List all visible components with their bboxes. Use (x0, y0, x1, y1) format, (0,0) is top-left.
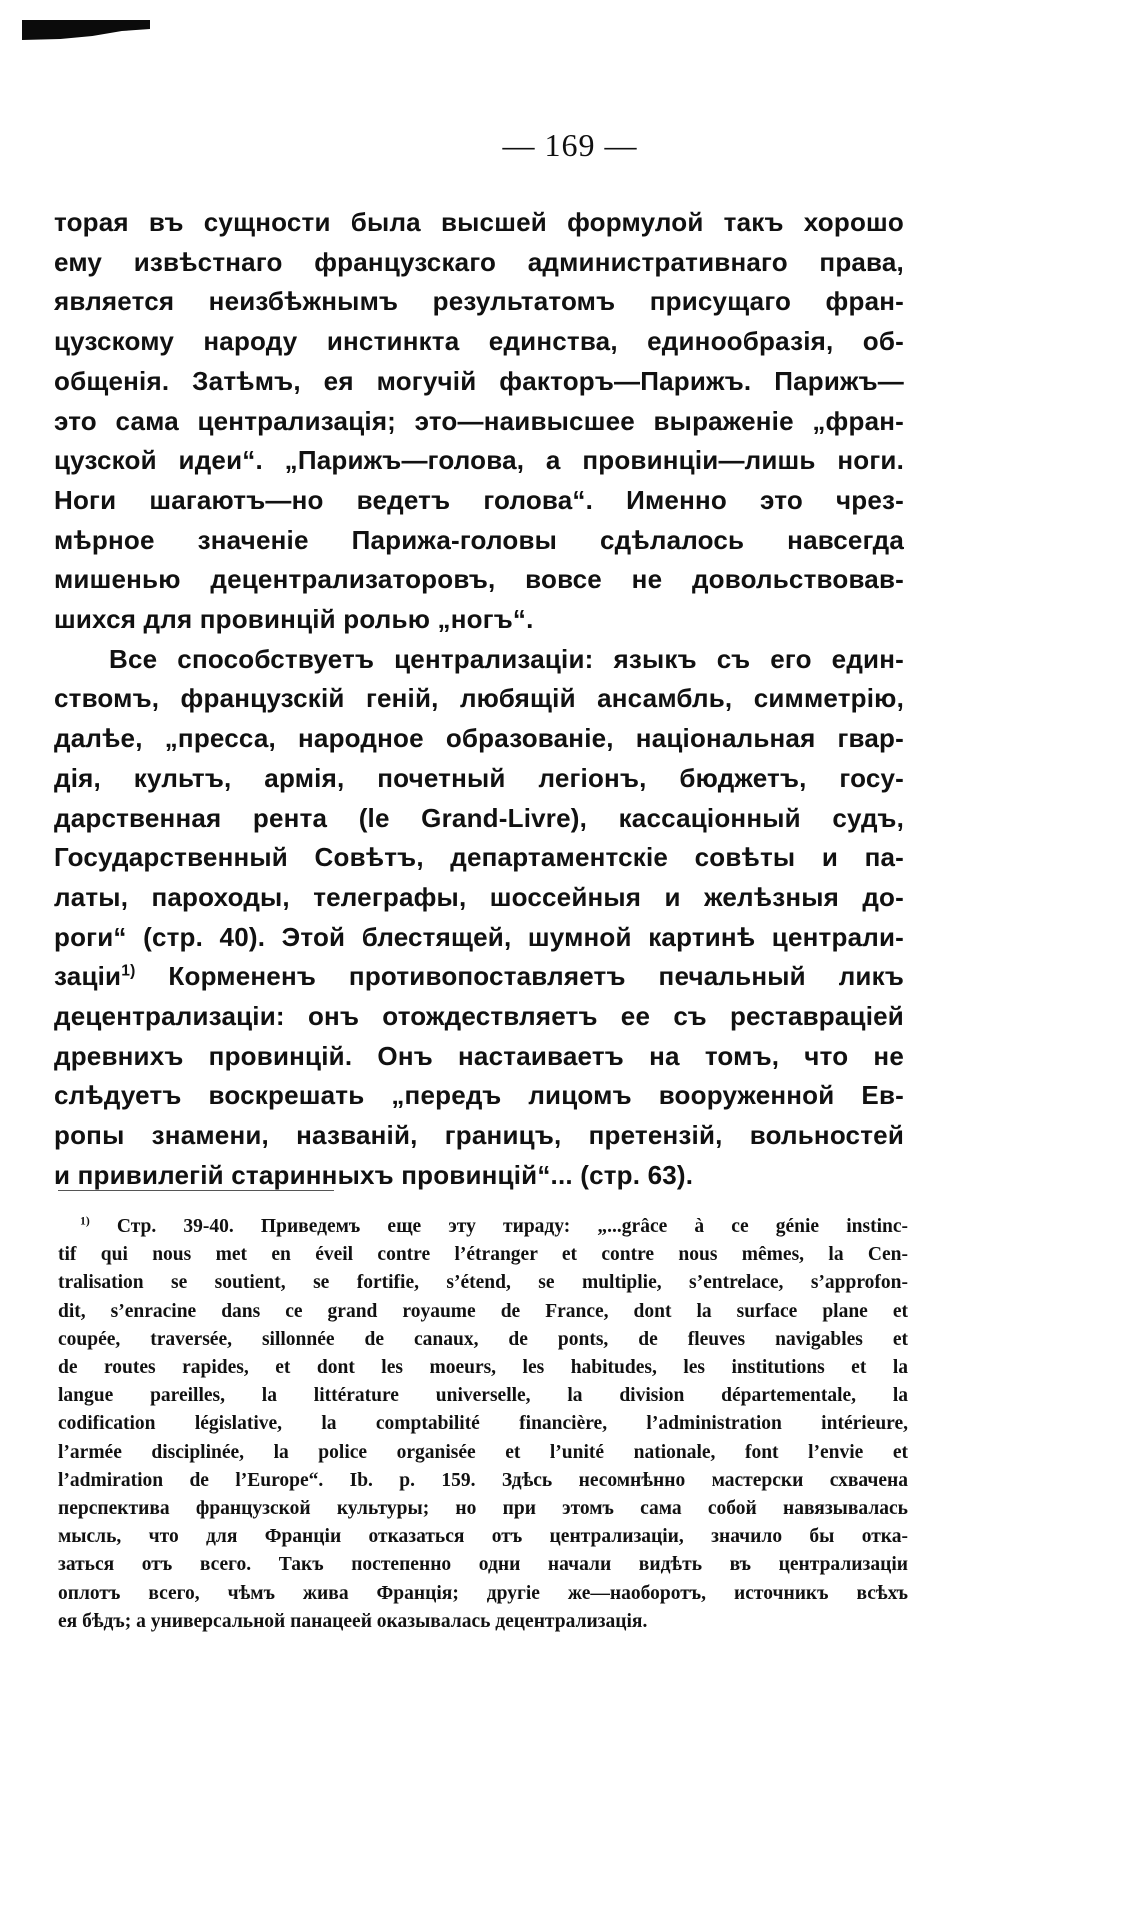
footnote-line: заться отъ всего. Такъ постепенно одни начали видѣть въ централизаціи (58, 1554, 908, 1576)
footnote-divider (58, 1190, 334, 1191)
text-line: ропы знамени, названій, границъ, претензій, вольностей (54, 1120, 904, 1151)
footnote-line: de routes rapides, et dont les moeurs, les habitudes, les institutions et la (58, 1357, 908, 1379)
text-fragment: Стр. 39-40. Приведемъ еще эту тираду: „...grâce à ce génie instinc- (89, 1216, 908, 1237)
text-line: дія, культъ, армія, почетный легіонъ, бюджетъ, госу- (54, 762, 904, 793)
text-line: цузской идеи“. „Парижъ—голова, а провинціи—лишь ноги. (54, 445, 904, 476)
text-line: латы, пароходы, телеграфы, шоссейныя и желѣзныя до- (54, 881, 904, 912)
text-line: дарственная рента (le Grand-Livre), кассаціонный судъ, (54, 802, 904, 833)
page-number: — 169 — (502, 127, 638, 163)
text-line: общенія. Затѣмъ, ея могучій факторъ—Парижъ. Парижъ— (54, 365, 904, 396)
footnote-line: оплотъ всего, чѣмъ жива Франція; другіе же—наоборотъ, источникъ всѣхъ (58, 1582, 908, 1604)
text-line: шихся для провинцій ролью „ногъ“. (54, 604, 534, 635)
text-line: мишенью децентрализаторовъ, вовсе не довольствовав- (54, 564, 904, 595)
footnote-marker: 1) (80, 1214, 90, 1228)
text-line: роги“ (стр. 40). Этой блестящей, шумной картинѣ централи- (54, 921, 904, 952)
footnote-line: dit, s’enracine dans ce grand royaume de France, dont la surface plane et (58, 1300, 908, 1322)
text-line: является неизбѣжнымъ результатомъ присущаго фран- (54, 286, 904, 317)
text-line: цузскому народу инстинкта единства, единообразія, об- (54, 326, 904, 357)
paragraph-1 (54, 203, 904, 640)
footnote-line: перспектива французской культуры; но при этомъ сама собой навязывалась (58, 1498, 908, 1520)
footnote-line: l’armée disciplinée, la police organisée et l’unité nationale, font l’envie et (58, 1441, 908, 1463)
footnote-line: l’admiration de l’Europe“. Ib. p. 159. Здѣсь несомнѣнно мастерски схвачена (58, 1469, 908, 1491)
footnote-reference: 1) (121, 962, 136, 980)
footnote-line: tralisation se soutient, se fortifie, s’étend, se multiplie, s’entrelace, s’approfon- (58, 1272, 908, 1294)
footnote-line: langue pareilles, la littérature universelle, la division départementale, la (58, 1385, 908, 1407)
main-text (54, 203, 904, 1196)
text-fragment: заціи (54, 961, 122, 992)
footnote-line: мысль, что для Франціи отказаться отъ централизаціи, значило бы отка- (58, 1526, 908, 1548)
footnote-line: ея бѣдъ; а универсальной панацеей оказывалась децентрализація. (58, 1610, 648, 1632)
text-line: это сама централизація; это—наивысшее выраженіе „фран- (54, 405, 904, 436)
text-line: Все способствуетъ централизаціи: языкъ съ его един- (109, 643, 904, 674)
footnote-line: tif qui nous met en éveil contre l’étranger et contre nous mêmes, la Cen- (58, 1244, 908, 1266)
text-line: ему извѣстнаго французскаго административнаго права, (54, 246, 904, 277)
text-line: ствомъ, французскій геній, любящій ансамбль, симметрію, (54, 683, 904, 714)
text-line: древнихъ провинцій. Онъ настаиваетъ на томъ, что не (54, 1040, 904, 1071)
text-line: торая въ сущности была высшей формулой такъ хорошо (54, 207, 904, 237)
text-line: Государственный Совѣтъ, департаментскіе совѣты и па- (54, 842, 904, 873)
text-line: слѣдуетъ воскрешать „передъ лицомъ вооруженной Ев- (54, 1080, 904, 1111)
footnote (58, 1213, 908, 1636)
paragraph-2 (54, 640, 904, 1196)
footnote-line: codification législative, la comptabilité financière, l’administration intérieure, (58, 1413, 908, 1435)
text-line: и привилегій старинныхъ провинцій“... (стр. 63). (54, 1159, 694, 1190)
text-line: децентрализаціи: онъ отождествляетъ ее съ реставраціей (54, 1001, 904, 1032)
text-line: далѣе, „пресса, народное образованіе, національная гвар- (54, 723, 904, 754)
text-fragment: Кормененъ противопоставляетъ печальный ликъ (135, 961, 904, 992)
footnote-line: coupée, traversée, sillonnée de canaux, de ponts, de fleuves navigables et (58, 1328, 908, 1350)
footnote-line (58, 1213, 908, 1241)
text-line: Ноги шагаютъ—но ведетъ голова“. Именно это чрез- (54, 484, 904, 515)
text-line: мѣрное значеніе Парижа-головы сдѣлалось навсегда (54, 524, 904, 555)
scan-artifact (22, 20, 150, 40)
text-line-with-note (54, 957, 904, 997)
